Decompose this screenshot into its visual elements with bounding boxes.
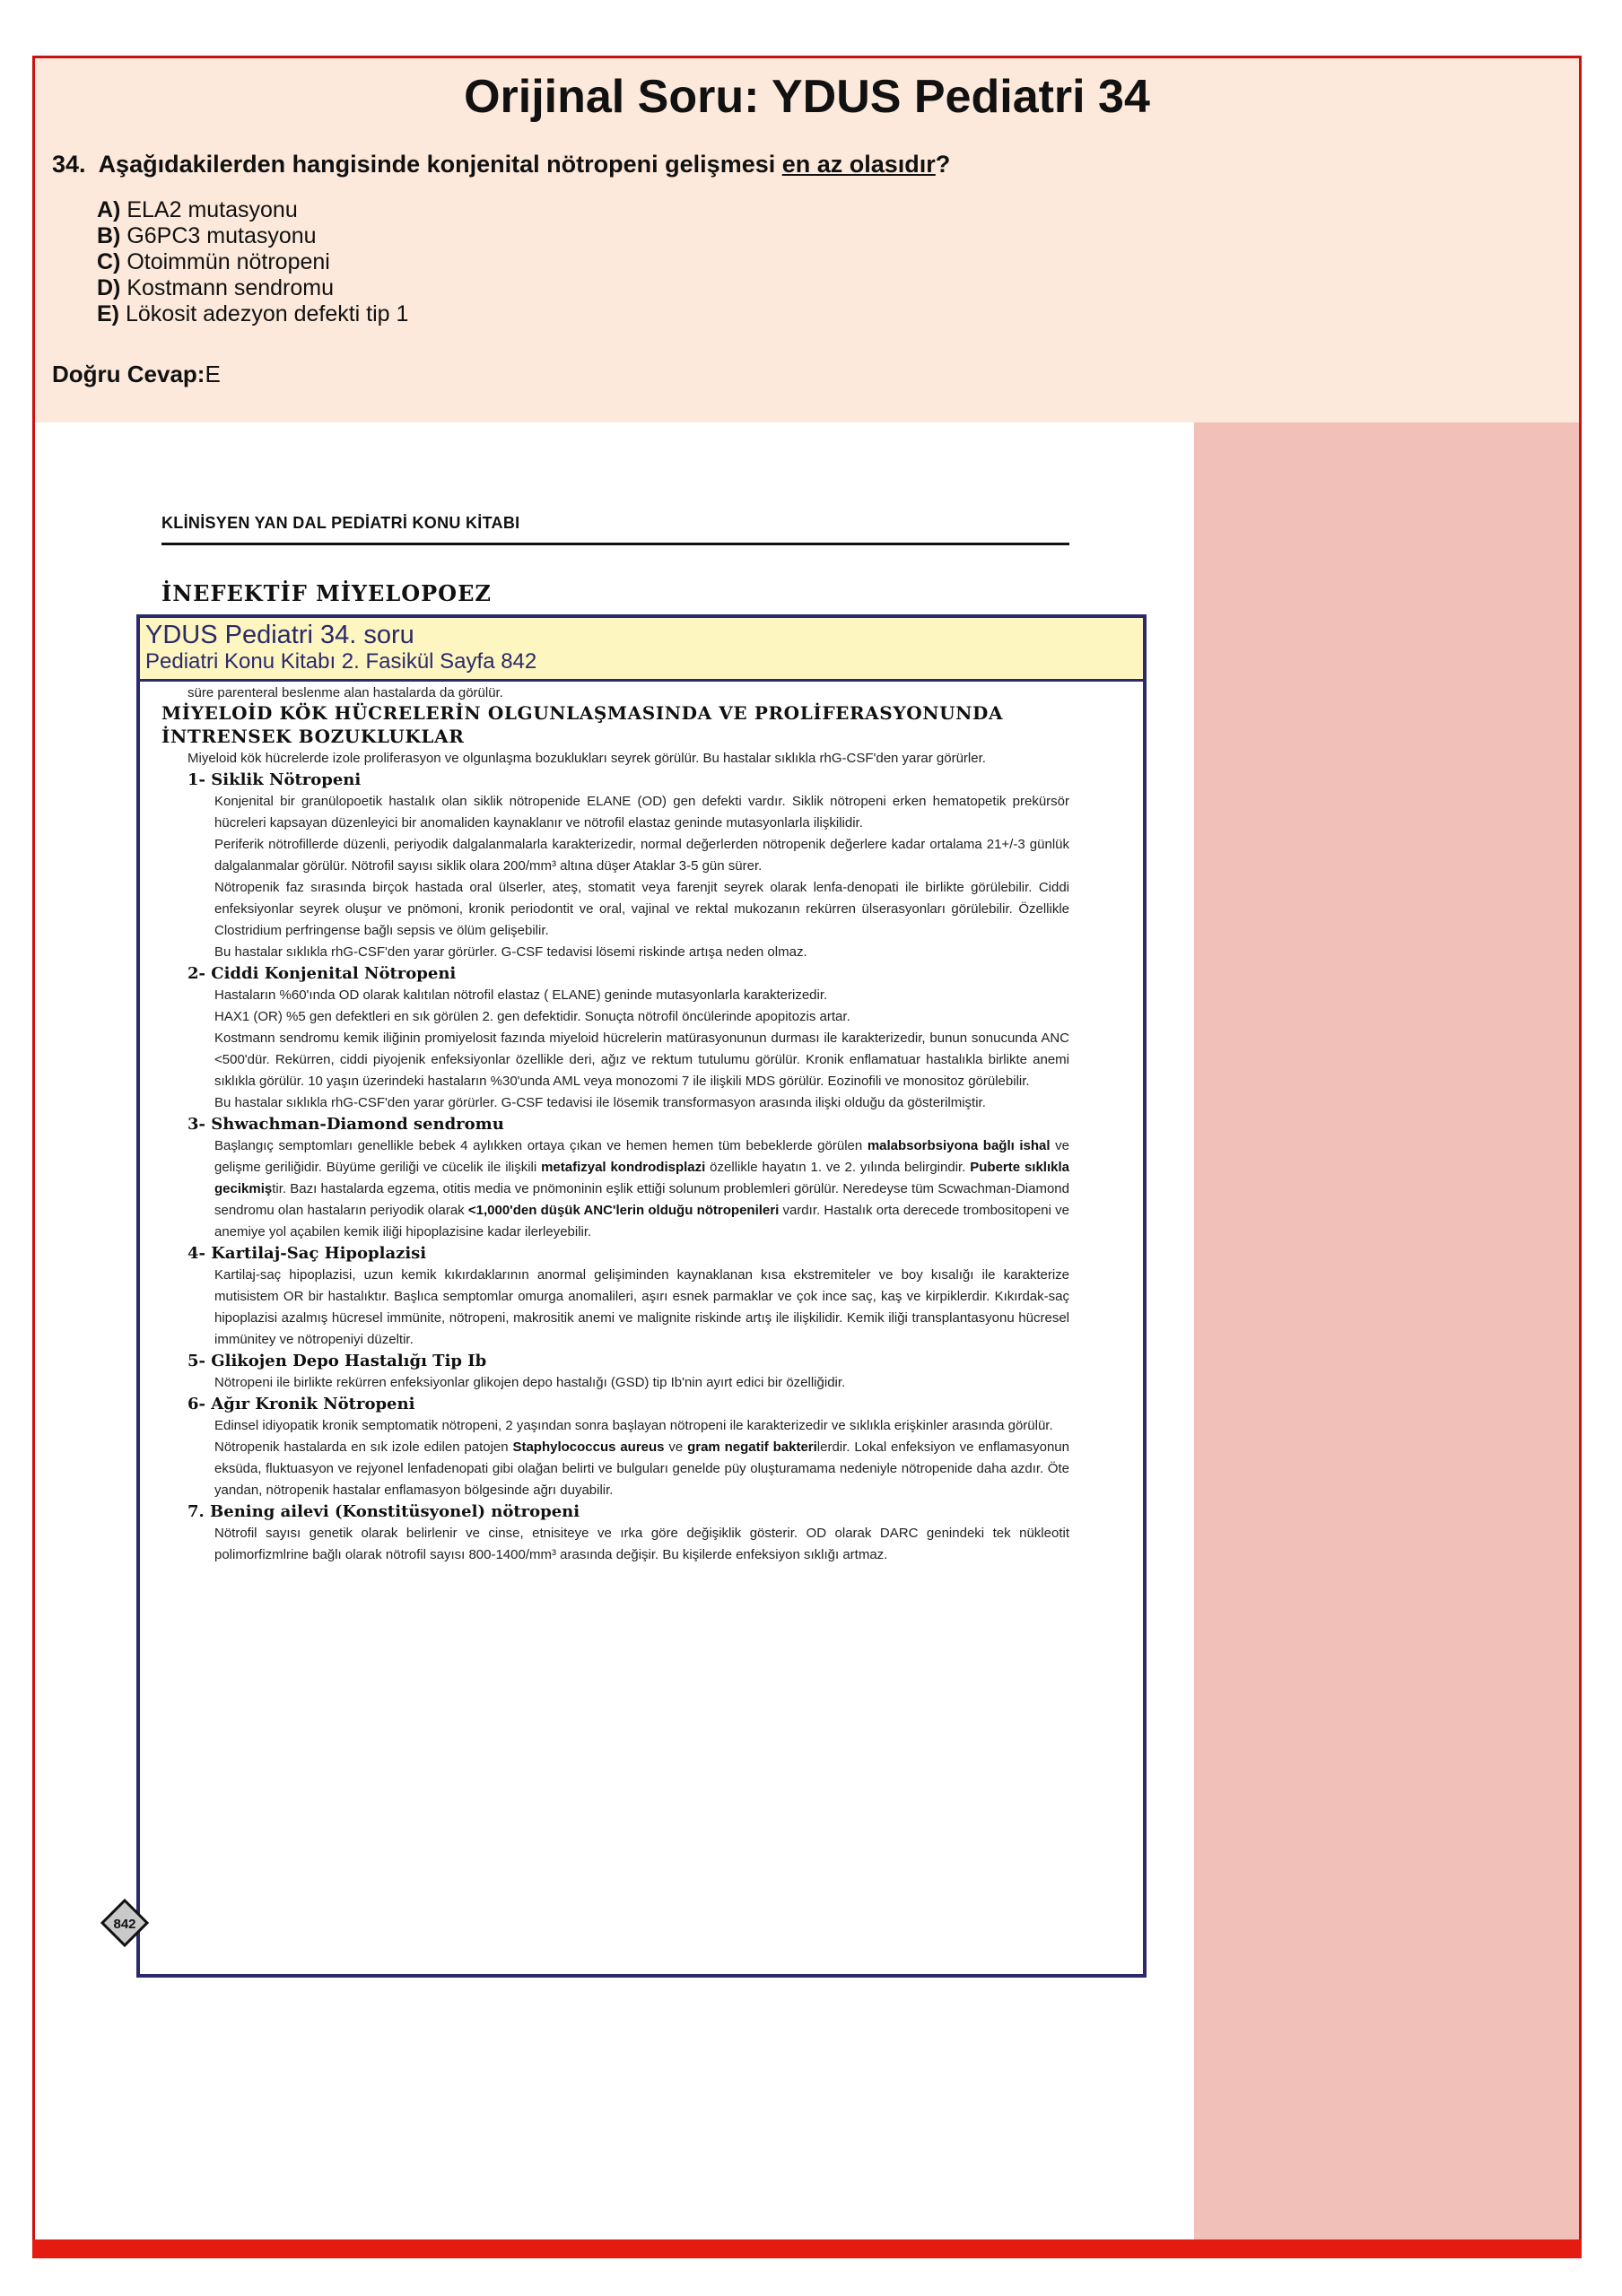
subsection-6-title: 6- Ağır Kronik Nötropeni: [187, 1395, 415, 1413]
book-header: KLİNİSYEN YAN DAL PEDİATRİ KONU KİTABI: [161, 514, 520, 532]
section-title: MİYELOİD KÖK HÜCRELERİN OLGUNLAŞMASINDA VE PROLİFERASYONUNDA İNTRENSEK BOZUKLUKLAR: [161, 702, 1004, 747]
question-number: 34.: [52, 151, 86, 178]
section-intro: Miyeloid kök hücrelerde izole proliferasyon ve olgunlaşma bozuklukları seyrek görülür. Bu hastalar sıklıkla rhG-CSF'den yarar görürler.: [187, 751, 986, 766]
option-a: A) ELA2 mutasyonu: [97, 197, 298, 222]
paragraph: Bu hastalar sıklıkla rhG-CSF'den yarar görürler. G-CSF tedavisi lösemi riskinde artışa neden olmaz.: [214, 944, 807, 960]
page-number-badge: [100, 1899, 149, 1947]
paragraph: Nötropenik faz sırasında birçok hastada oral ülserler, ateş, stomatit veya farenjit seyrek olarak lenfa-denopati ile birlikte görülebilir. Ciddi enfeksiyonlar seyrek oluşur ve pnömoni, kronik periodontit ve oral, vajinal ve rektal mukozanın rekürren ülserasyonları görülebilir. Özellikle Clostridium perfringense bağlı sepsis ve ölüm gelişebilir.: [214, 880, 1069, 938]
correct-answer: Doğru Cevap:E: [52, 361, 221, 387]
paragraph: Edinsel idiyopatik kronik semptomatik nötropeni, 2 yaşından sonra başlayan nötropeni ile karakterizedir ve sıklıkla erişkinler arasında görülür.: [214, 1418, 1053, 1433]
subsection-4-title: 4- Kartilaj-Saç Hipoplazisi: [187, 1244, 427, 1263]
option-d: D) Kostmann sendromu: [97, 275, 335, 300]
paragraph: Bu hastalar sıklıkla rhG-CSF'den yarar görürler. G-CSF tedavisi ile lösemik transformasyon arasında ilişki olduğu da gösterilmiştir.: [214, 1095, 986, 1110]
chapter-title: İNEFEKTİF MİYELOPOEZ: [161, 580, 492, 606]
bottom-bar: [32, 2239, 1582, 2258]
source-title: YDUS Pediatri 34. soru: [145, 621, 414, 649]
options-list: [97, 197, 408, 327]
paragraph: Nötropenik hastalarda en sık izole edilen patojen Staphylococcus aureus ve gram negatif bakterilerdir. Lokal enfeksiyon ve enflamasyonun eksüda, fluktuasyon ve rejyonel lenfadenopati gibi olağan belirti ve bulguları genelde püy oluşturamama nedeniyle nötropenide daha azdır. Öte yandan, nötropenik hastalar enflamasyon bölgesinde ağrı duyabilir.: [214, 1439, 1069, 1498]
paragraph: Başlangıç semptomları genellikle bebek 4 aylıkken ortaya çıkan ve hemen hemen tüm bebeklerde görülen malabsorbsiyona bağlı ishal ve gelişme geriliğidir. Büyüme geriliği ve cücelik ile ilişkili metafizyal kondrodisplazi özellikle hayatın 1. ve 2. yılında belirgindir. Puberte sıklıkla gecikmiştir. Bazı hastalarda egzema, otitis media ve pnömoninin eşlik ettiği solunum problemleri görülür. Neredeyse tüm Scwachman-Diamond sendromu olan hastaların periyodik olarak <1,000'den düşük ANC'lerin olduğu nötropenileri vardır. Hastalık orta derecede trombositopeni ve anemiye yol açabilen kemik iliği hipoplazisine kadar ilerleyebilir.: [214, 1138, 1070, 1239]
paragraph: Kartilaj-saç hipoplazisi, uzun kemik kıkırdaklarının anormal gelişiminden kaynaklanan kısa ekstremiteler ve boy kısalığı ile karakterize mutisistem OR bir hastalıktır. Başlıca semptomlar omurga anomalileri, aşırı esnek parmaklar ve çok ince saç, kaş ve kirpiklerdir. Kıkırdak-saç hipoplazisi azalmış hücresel immünite, nötropeni, makrositik anemi ve malignite riskinde artış ile ilişkilidir. Kemik iliği transplantasyonu hücresel immünitey ve nötropeniyi düzeltir.: [214, 1267, 1069, 1347]
cut-line: süre parenteral beslenme alan hastalarda da görülür.: [187, 685, 503, 700]
paragraph: Konjenital bir granülopoetik hastalık olan siklik nötropenide ELANE (OD) gen defekti vardır. Siklik nötropeni erken hematopetik prekürsör hücreleri kapsayan düzenleyici bir anomaliden kaynaklanır ve nötrofil elastaz geninde mutasyonlarla ilişkilidir.: [214, 794, 1069, 831]
subsection-7-title: 7. Bening ailevi (Konstitüsyonel) nötropeni: [187, 1502, 580, 1521]
paragraph: Periferik nötrofillerde düzenli, periyodik dalgalanmalarla karakterizedir, normal değerlerden nötropenik değerlere kadar ortalama 21+/-3 günlük dalgalanmalar görülür. Nötrofil sayısı siklik olara 200/mm³ altına düşer Ataklar 3-5 gün sürer.: [214, 837, 1069, 874]
option-e: E) Lökosit adezyon defekti tip 1: [97, 301, 409, 326]
option-c: C) Otoimmün nötropeni: [97, 249, 330, 274]
excerpt-content: [161, 684, 1069, 1566]
paragraph: Hastaların %60'ında OD olarak kalıtılan nötrofil elastaz ( ELANE) geninde mutasyonlarla karakterizedir.: [214, 987, 828, 1003]
subsection-2-title: 2- Ciddi Konjenital Nötropeni: [187, 964, 457, 983]
source-subtitle: Pediatri Konu Kitabı 2. Fasikül Sayfa 842: [145, 649, 537, 674]
header-rule: [161, 543, 1069, 545]
page-number: 842: [113, 1917, 136, 1932]
option-b: B) G6PC3 mutasyonu: [97, 223, 317, 248]
question-emphasis: en az olasıdır: [781, 151, 936, 178]
paragraph: Kostmann sendromu kemik iliğinin promiyelosit fazında miyeloid hücrelerin matürasyonunun durması ile karakterizedir, bunun sonucunda ANC <500'dür. Rekürren, ciddi piyojenik enfeksiyonlar özellikle deri, ağız ve rektum tutulumu görülür. Kronik enflamatuar hastalıkla birlikte anemi sıklıkla görülür. 10 yaşın üzerindeki hastaların %30'unda AML veya monozomi 7 ile ilişkili MDS görülür. Eozinofili ve monositoz görülebilir.: [214, 1031, 1069, 1089]
paragraph: Nötropeni ile birlikte rekürren enfeksiyonlar glikojen depo hastalığı (GSD) tip Ib'nin ayırt edici bir özelliğidir.: [214, 1375, 846, 1390]
paragraph: HAX1 (OR) %5 gen defektleri en sık görülen 2. gen defektidir. Sonuçta nötrofil öncülerinde apopitozis artar.: [214, 1009, 850, 1024]
paragraph: Nötrofil sayısı genetik olarak belirlenir ve cinse, etnisiteye ve ırka göre değişiklik gösterir. OD olarak DARC genindeki tek nükleotit polimorfizmlrine bağlı olarak nötrofil sayısı 800-1400/mm³ arasında değişir. Bu kişilerde enfeksiyon sıklığı artmaz.: [214, 1526, 1069, 1562]
subsection-3-title: 3- Shwachman-Diamond sendromu: [187, 1115, 504, 1134]
question-text: 34. Aşağıdakilerden hangisinde konjenital nötropeni gelişmesi en az olasıdır?: [52, 151, 951, 178]
subsection-5-title: 5- Glikojen Depo Hastalığı Tip Ib: [187, 1352, 487, 1370]
question-title: Orijinal Soru: YDUS Pediatri 34: [464, 71, 1150, 123]
subsection-1-title: 1- Siklik Nötropeni: [187, 770, 362, 789]
